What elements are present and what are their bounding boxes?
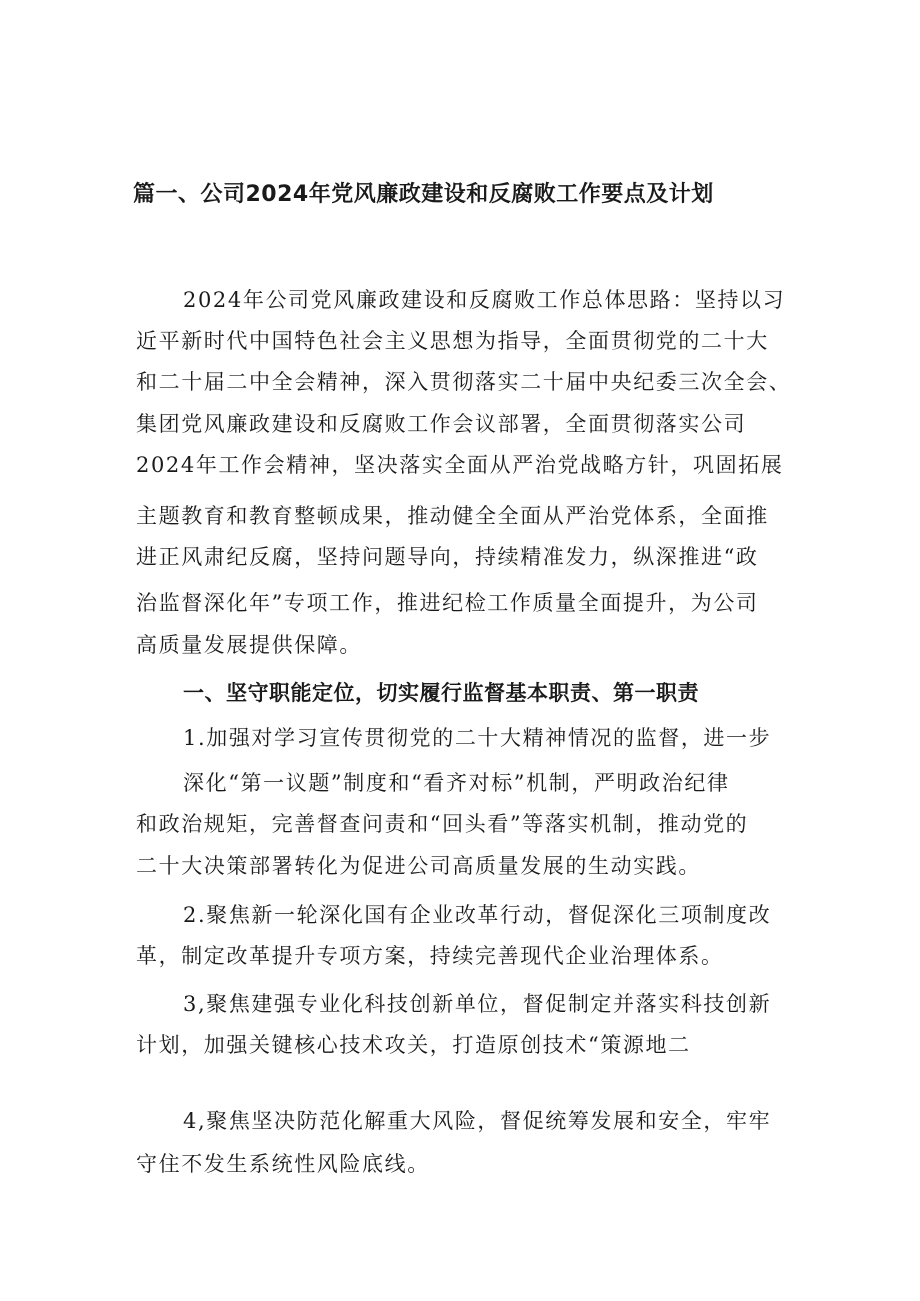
item2-line-1: 2.聚焦新一轮深化国有企业改革行动，督促深化三项制度改 xyxy=(183,903,772,927)
intro-line-2: 近平新时代中国特色社会主义思想为指导，全面贯彻党的二十大 xyxy=(136,329,769,353)
intro-line-9: 高质量发展提供保障。 xyxy=(136,633,362,657)
document-title: 篇一、公司2024年党风廉政建设和反腐败工作要点及计划 xyxy=(133,182,714,207)
section-heading-1: 一、坚守职能定位，切实履行监督基本职责、第一职责 xyxy=(183,681,699,705)
item1-line-1: 1.加强对学习宣传贯彻党的二十大精神情况的监督，进一步 xyxy=(183,726,772,750)
intro-line-6: 主题教育和教育整顿成果，推动健全全面从严治党体系，全面推 xyxy=(136,504,769,528)
item1-line-3: 和政治规矩，完善督查问责和“回头看”等落实机制，推动党的 xyxy=(136,812,749,836)
intro-line-5: 2024年工作会精神，坚决落实全面从严治党战略方针，巩固拓展 xyxy=(136,453,784,477)
intro-line-8: 治监督深化年”专项工作，推进纪检工作质量全面提升，为公司 xyxy=(136,591,759,615)
intro-line-7: 进正风肃纪反腐，坚持问题导向，持续精准发力，纵深推进“政 xyxy=(136,545,759,569)
item1-line-4: 二十大决策部署转化为促进公司高质量发展的生动实践。 xyxy=(136,854,701,878)
intro-line-3: 和二十届二中全会精神，深入贯彻落实二十届中央纪委三次全会、 xyxy=(136,370,792,394)
item3-line-1: 3,聚焦建强专业化科技创新单位，督促制定并落实科技创新 xyxy=(183,992,772,1016)
intro-line-1: 2024年公司党风廉政建设和反腐败工作总体思路：坚持以习 xyxy=(183,288,786,312)
item1-line-2: 深化“第一议题”制度和“看齐对标”机制，严明政治纪律 xyxy=(183,771,730,795)
intro-line-4: 集团党风廉政建设和反腐败工作会议部署，全面贯彻落实公司 xyxy=(136,412,747,436)
item2-line-2: 革，制定改革提升专项方案，持续完善现代企业治理体系。 xyxy=(136,944,724,968)
item3-line-2: 计划，加强关键核心技术攻关，打造原创技术“策源地二 xyxy=(136,1033,691,1057)
item4-line-2: 守住不发生系统性风险底线。 xyxy=(136,1152,430,1176)
item4-line-1: 4,聚焦坚决防范化解重大风险，督促统筹发展和安全，牢牢 xyxy=(183,1109,772,1133)
